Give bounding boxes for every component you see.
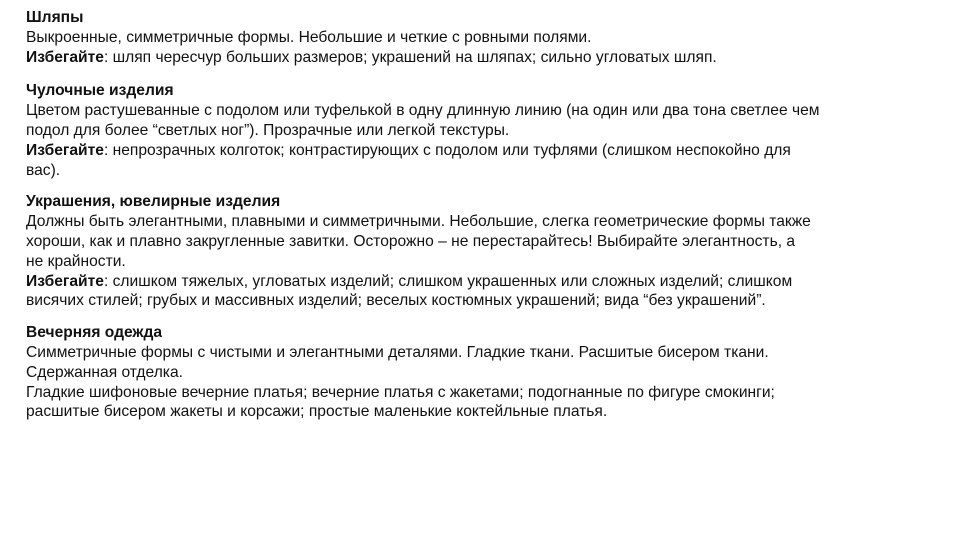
section-title: Украшения, ювелирные изделия (26, 193, 281, 211)
body-line: подол для более “светлых ног”). Прозрачные или легкой текстуры. (26, 121, 510, 139)
avoid-line (26, 272, 940, 292)
body-line: расшитые бисером жакеты и корсажи; простые маленькие коктейльные платья. (26, 403, 608, 421)
section-title: Чулочные изделия (26, 82, 174, 100)
avoid-label: Избегайте (26, 272, 104, 290)
body-line: Выкроенные, симметричные формы. Небольшие и четкие с ровными полями. (26, 28, 592, 46)
avoid-text: : слишком тяжелых, угловатых изделий; слишком украшенных или сложных изделий; слишком (103, 272, 793, 290)
avoid-label: Избегайте (26, 141, 104, 159)
section-hosiery (26, 81, 940, 180)
section-title: Шляпы (26, 9, 84, 26)
body-line: Гладкие шифоновые вечерние платья; вечерние платья с жакетами; подогнанные по фигуре смокинги; (26, 383, 775, 401)
section-evening-wear (26, 323, 940, 422)
section-jewelry (26, 192, 940, 311)
avoid-text: : шляп чересчур больших размеров; украшений на шляпах; сильно угловатых шляп. (103, 48, 717, 66)
body-line: не крайности. (26, 252, 126, 270)
avoid-text-continued: висячих стилей; грубых и массивных изделий; веселых костюмных украшений; вида “без украшений”. (26, 292, 766, 310)
body-line: Цветом растушеванные с подолом или туфелькой в одну длинную линию (на один или два тона светлее чем (26, 102, 820, 120)
avoid-line (26, 141, 940, 161)
body-line: Должны быть элегантными, плавными и симметричными. Небольшие, слегка геометрические формы также (26, 213, 811, 231)
avoid-line (26, 48, 940, 68)
section-hats (26, 8, 940, 67)
body-line: Симметричные формы с чистыми и элегантными деталями. Гладкие ткани. Расшитые бисером ткани. (26, 343, 769, 361)
avoid-text: : непрозрачных колготок; контрастирующих с подолом или туфлями (слишком неспокойно для (103, 141, 791, 159)
avoid-label: Избегайте (26, 48, 104, 66)
body-line: Сдержанная отделка. (26, 363, 183, 381)
avoid-text-continued: вас). (26, 161, 61, 179)
section-title: Вечерняя одежда (26, 324, 163, 342)
body-line: хороши, как и плавно закругленные завитки. Осторожно – не перестарайтесь! Выбирайте элегантность, а (26, 232, 796, 250)
